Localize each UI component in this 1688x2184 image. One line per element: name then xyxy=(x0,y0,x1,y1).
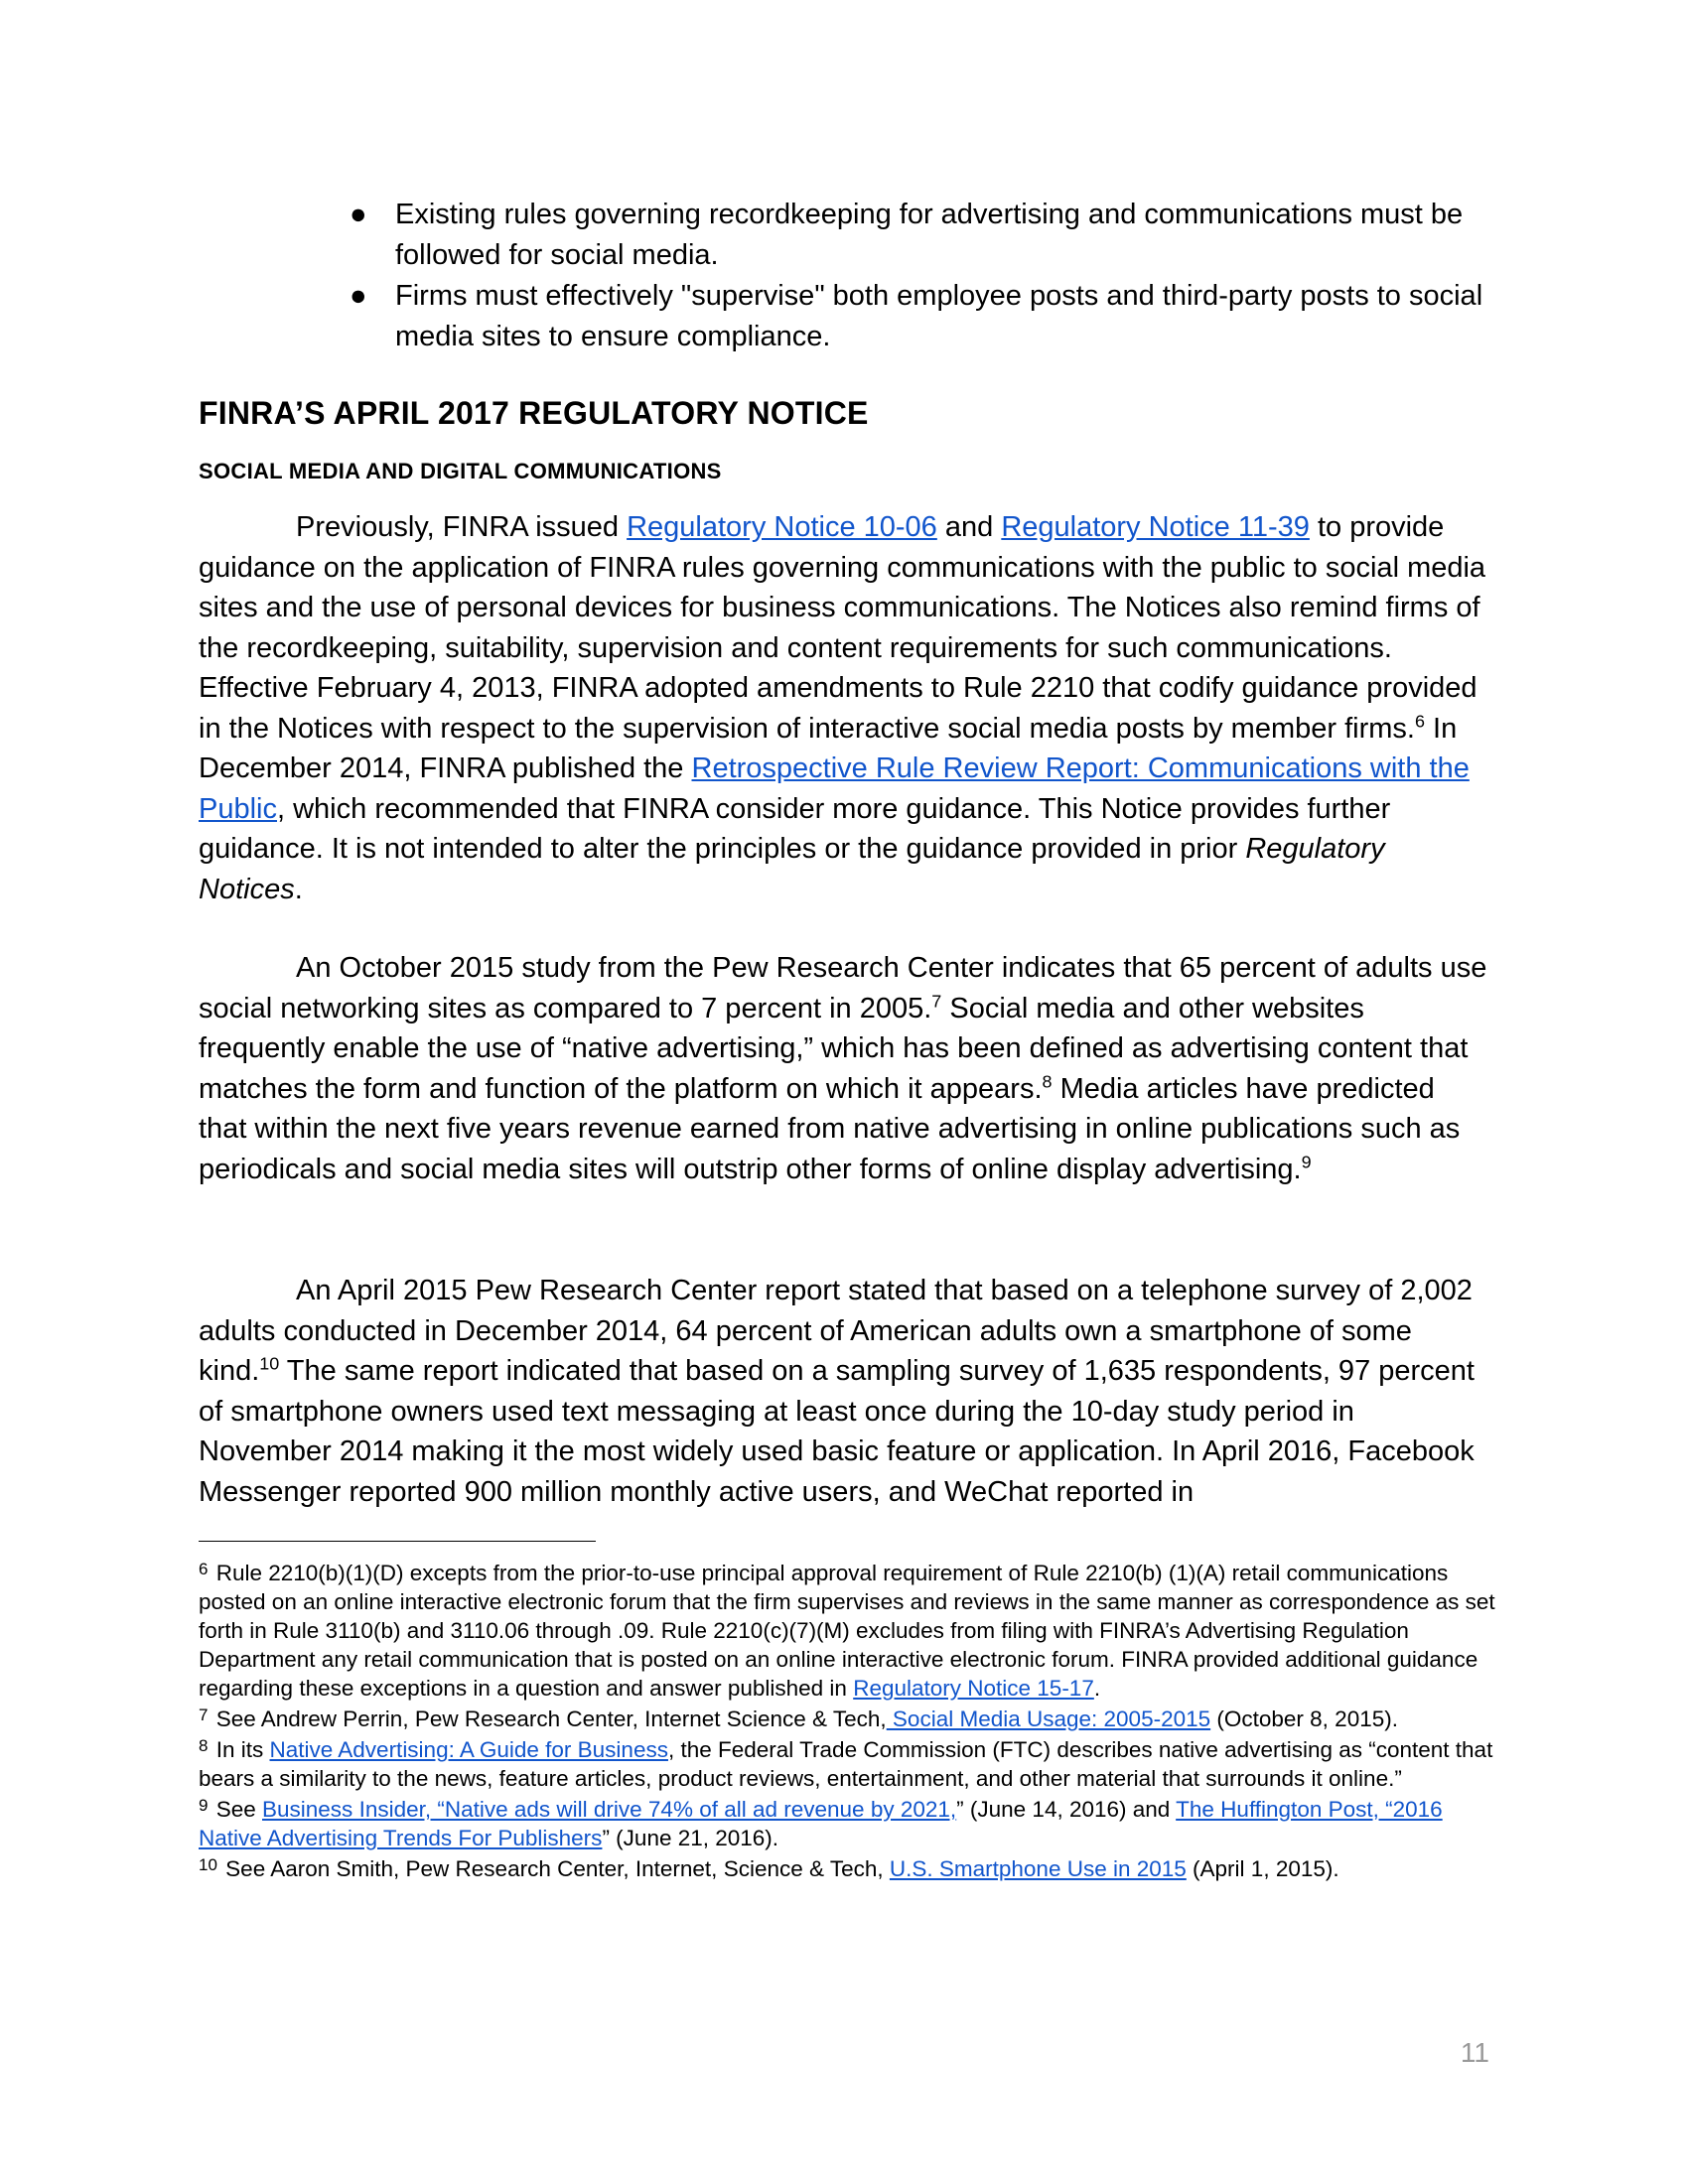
footnote-9: $^9$ See Business Insider, “Native ads will drive 74% of all ad revenue by 2021,” (June 14, 2016) and The Huffington Post, “2016 Native Advertising Trends For Publishers” (June 21, 2016). xyxy=(199,1796,1443,1850)
footnote-10: $^{10}$ See Aaron Smith, Pew Research Center, Internet, Science & Tech, U.S. Smartphone Use in 2015 (April 1, 2015). xyxy=(199,1855,1339,1881)
bullet-item xyxy=(350,276,1491,357)
page-number: 11 xyxy=(1460,2037,1489,2068)
section-heading: FINRA’S APRIL 2017 REGULATORY NOTICE xyxy=(199,395,869,431)
bullet-dot-icon: ● xyxy=(350,199,367,230)
link-business-insider[interactable]: Business Insider, “Native ads will drive 74% of all ad revenue by 2021, xyxy=(262,1797,957,1822)
footnote-ref-6: 6 xyxy=(1414,710,1425,731)
footnote-6: $^6$ Rule 2210(b)(1)(D) excepts from the prior-to-use principal approval requirement of Rule 2210(b) (1)(A) retail communications posted on an online interactive electronic forum that the firm supervises and reviews in the same manner as correspondence as set forth in Rule 3110(b) and 3110.06 through .09. Rule 2210(c)(7)(M) excludes from filing with FINRA’s Advertising Regulation Department any retail communication that is posted on an online interactive electronic forum. FINRA provided additional guidance regarding these exceptions in a question and answer published in Regulatory Notice 15-17. xyxy=(199,1560,1495,1701)
footnote-ref-8: 8 xyxy=(1042,1070,1053,1091)
link-native-advertising-guide[interactable]: Native Advertising: A Guide for Business xyxy=(269,1737,668,1762)
link-us-smartphone-use[interactable]: U.S. Smartphone Use in 2015 xyxy=(889,1856,1187,1881)
footnote-ref-7: 7 xyxy=(931,990,942,1011)
bullet-item xyxy=(350,195,1491,276)
link-regulatory-notice-15-17[interactable]: Regulatory Notice 15-17 xyxy=(853,1676,1094,1701)
footnote-8: $^8$ In its Native Advertising: A Guide for Business, the Federal Trade Commission (FTC) describes native advertising as “content that bears a similarity to the news, feature articles, product reviews, entertainment, and other material that surrounds it online.” xyxy=(199,1736,1493,1791)
paragraph-pew-report: An April 2015 Pew Research Center report stated that based on a telephone survey of 2,002 adults conducted in December 2014, 64 percent of American adults own a smartphone of some kind.$^{10}$ The same report indicated that based on a sampling survey of 1,635 respondents, 97 percent of smartphone owners used text messaging at least once during the 10-day study period in November 2014 making it the most widely used basic feature or application. In April 2016, Facebook Messenger reported 900 million monthly active users, and WeChat reported in xyxy=(199,1275,1475,1508)
section-subheading: SOCIAL MEDIA AND DIGITAL COMMUNICATIONS xyxy=(199,459,722,483)
footnote-separator xyxy=(199,1541,596,1542)
footnote-7: $^7$ See Andrew Perrin, Pew Research Center, Internet Science & Tech, Social Media Usage: 2005-2015 (October 8, 2015). xyxy=(199,1706,1398,1731)
link-retrospective-rule-review[interactable]: Retrospective Rule Review Report: Communications with the Public xyxy=(199,752,1470,825)
paragraph-previously: Previously, FINRA issued Regulatory Notice 10-06 and Regulatory Notice 11-39 to provide guidance on the application of FINRA rules governing communications with the public to social media sites and the use of personal devices for business communications. The Notices also remind firms of the recordkeeping, suitability, supervision and content requirements for such communications. Effective February 4, 2013, FINRA adopted amendments to Rule 2210 that codify guidance provided in the Notices with respect to the supervision of interactive social media posts by member firms.$^6$ In December 2014, FINRA published the Retrospective Rule Review Report: Communications with the Public, which recommended that FINRA consider more guidance. This Notice provides further guidance. It is not intended to alter the principles or the guidance provided in prior Regulatory Notices. xyxy=(199,511,1486,905)
link-regulatory-notice-11-39[interactable]: Regulatory Notice 11-39 xyxy=(1001,511,1310,543)
footnotes xyxy=(199,1559,1509,1885)
paragraph-pew-study: An October 2015 study from the Pew Research Center indicates that 65 percent of adults use social networking sites as compared to 7 percent in 2005.$^7$ Social media and other websites frequently enable the use of “native advertising,” which has been defined as advertising content that matches the form and function of the platform on which it appears.$^8$ Media articles have predicted that within the next five years revenue earned from native advertising in online publications such as periodicals and social media sites will outstrip other forms of online display advertising.$^9$ xyxy=(199,952,1487,1185)
link-social-media-usage[interactable]: Social Media Usage: 2005-2015 xyxy=(886,1706,1211,1731)
footnote-ref-10: 10 xyxy=(259,1353,280,1374)
link-regulatory-notice-10-06[interactable]: Regulatory Notice 10-06 xyxy=(627,511,937,543)
bullet-dot-icon: ● xyxy=(350,280,367,312)
footnote-ref-9: 9 xyxy=(1301,1151,1312,1171)
link-huffington-post[interactable]: The Huffington Post, “2016 Native Advertising Trends For Publishers xyxy=(199,1797,1443,1850)
bullet-text: Firms must effectively "supervise" both employee posts and third-party posts to social media sites to ensure compliance. xyxy=(395,280,1483,352)
bullet-list xyxy=(350,195,1491,357)
bullet-text: Existing rules governing recordkeeping for advertising and communications must be followed for social media. xyxy=(395,199,1464,271)
